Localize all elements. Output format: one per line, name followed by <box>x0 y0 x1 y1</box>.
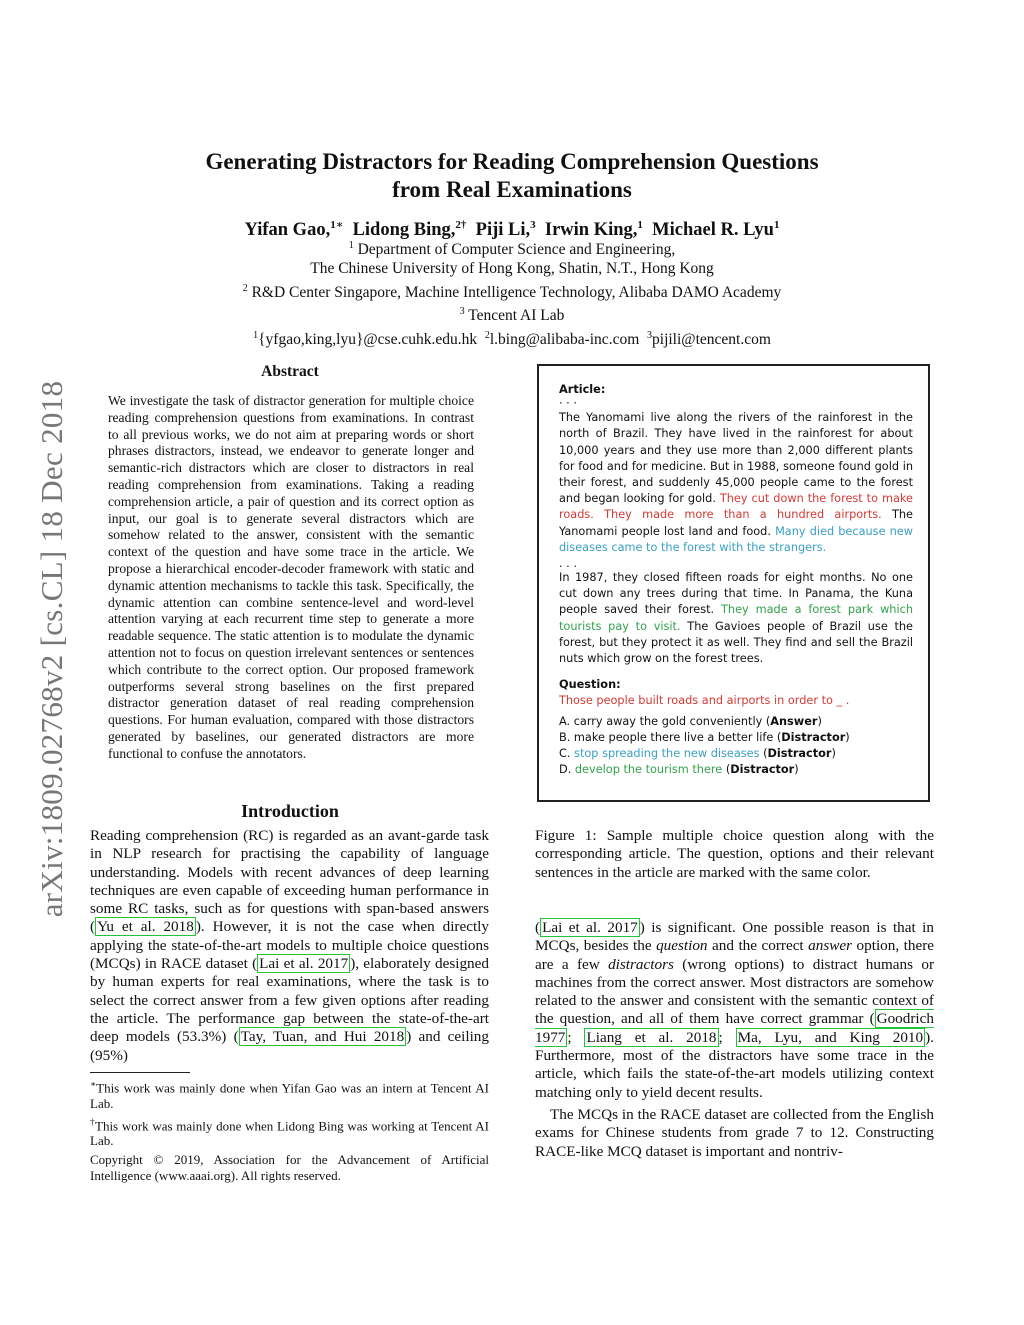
option-tag: Distractor <box>730 763 795 777</box>
email-3[interactable]: pijili@tencent.com <box>652 330 771 348</box>
title-line-2: from Real Examinations <box>392 177 632 202</box>
email-2[interactable]: l.bing@alibaba-inc.com <box>489 330 640 348</box>
option-close: ) <box>831 747 836 761</box>
affil-mark: 3 <box>459 306 465 318</box>
author-affil-mark: 1 <box>637 219 643 231</box>
title-line-1: Generating Distractors for Reading Comprehension Questions <box>205 149 819 174</box>
option-tag: Answer <box>770 714 818 728</box>
author-affil-mark: 1∗ <box>330 219 344 231</box>
article-paragraph-2 <box>559 570 913 667</box>
citation-link[interactable]: Ma, Lyu, and King 2010 <box>737 1028 924 1046</box>
emphasis: question <box>656 937 708 955</box>
article-paragraph-1 <box>559 410 913 556</box>
figure-1-caption: Figure 1: Sample multiple choice question along with the corresponding article. The question, options and their relevant sentences in the article are marked with the same color. <box>535 827 934 881</box>
author-affil-mark: 3 <box>530 219 536 231</box>
article-text: The Gavioes people of Brazil use the forest, but they protect it as well. They find and sell the Brazil nuts which grow on the forest trees. <box>559 619 914 666</box>
option-text: A. carry away the gold conveniently ( <box>559 714 771 728</box>
emails <box>160 326 864 349</box>
email-1[interactable]: {yfgao,king,lyu}@cse.cuhk.edu.hk <box>258 330 478 348</box>
citation-link[interactable]: Tay, Tuan, and Hui 2018 <box>240 1028 405 1046</box>
body-text: ). Furthermore, most of the distractors have some trace in the article, which fails the state-of-the-art models utilizing context matching only to yield decent results. <box>535 1028 934 1101</box>
option-text: ( <box>722 763 731 777</box>
highlight-red: They cut down the forest to make roads. They made more than a hundred airports. <box>559 492 913 522</box>
option-item <box>559 762 913 778</box>
author-name: Michael R. Lyu <box>652 220 774 241</box>
affiliation-3: Tencent AI Lab <box>468 307 565 325</box>
footnote-mark: † <box>90 1116 95 1127</box>
abstract-heading: Abstract <box>261 363 319 380</box>
email-mark: 2 <box>484 329 490 341</box>
footnotes <box>90 1077 489 1183</box>
option-highlight: develop the tourism there <box>574 763 723 777</box>
figure-content <box>559 382 913 778</box>
option-text: ( <box>759 747 768 761</box>
affiliation-1: Department of Computer Science and Engineering, <box>357 241 676 259</box>
article-text: The Yanomami live along the rivers of the rainforest in the north of Brazil. They have lived in the rainforest for about 10,000 years and they use more than 2,000 different plants for food and for medicine. But in 1988, someone found gold in their forest, and suddenly 45,000 people came to the forest and began looking for gold. <box>559 411 913 506</box>
citation-link[interactable]: Lai et al. 2017 <box>259 955 349 973</box>
option-item <box>559 730 913 746</box>
paragraph: ( Lai et al. 2017 ) is significant. One possible reason is that in MCQs, besides the question and the correct answer option, there are a few distractors (wrong options) to distract humans or machines from the correct answer. Most distractors are somehow related to the answer and consistent with the semantic context of the question, and all of them have correct grammar ( Goodrich 1977 ; Liang et al. 2018 ; Ma, Lyu, and King 2010 ). Furthermore, most of the distractors have some trace in the article, which fails the state-of-the-art models utilizing context matching only to yield decent results. <box>535 919 935 1101</box>
footnote-1: This work was mainly done when Yifan Gao was an intern at Tencent AI Lab. <box>90 1080 489 1111</box>
copyright-icon: © <box>153 1152 164 1168</box>
email-mark: 3 <box>647 329 653 341</box>
affiliation-2: R&D Center Singapore, Machine Intelligence Technology, Alibaba DAMO Academy <box>251 283 782 301</box>
option-close: ) <box>817 714 822 728</box>
intro-text: Reading comprehension (RC) is regarded as an avant-garde task in NLP research for practising the capability of language understanding. Models with recent advances of deep learning techniques are even capable of exceeding human performance in some RC tasks, such as for questions with span-based answers ( <box>90 827 489 936</box>
author-affil-mark: 2† <box>455 219 467 231</box>
separator: ; <box>567 1028 585 1046</box>
affiliation-1-line-2: The Chinese University of Hong Kong, Shatin, N.T., Hong Kong <box>310 260 714 278</box>
article-label: Article: <box>559 383 606 396</box>
author-name: Irwin King, <box>544 220 638 241</box>
option-tag: Distractor <box>781 730 846 744</box>
figure-1-box <box>537 364 930 802</box>
paper-title <box>160 148 864 204</box>
body-text: (wrong options) to distract humans or machines from the correct answer. Most distractors are somehow related to the answer and consistent with the semantic context of the question, and all of them have correct grammar ( <box>535 955 935 1028</box>
paragraph: The MCQs in the RACE dataset are collected from the English exams for Chinese students from grade 7 to 12. Constructing RACE-like MCQ dataset is important and nontriv- <box>535 1105 934 1160</box>
ellipsis: . . . <box>559 557 577 571</box>
introduction-paragraph <box>90 827 489 1065</box>
body-text: ) is significant. One possible reason is that in MCQs, besides the <box>535 919 934 955</box>
introduction-heading: Introduction <box>241 801 339 821</box>
option-close: ) <box>845 730 850 744</box>
citation-link[interactable]: Yu et al. 2018 <box>97 918 194 936</box>
option-list <box>559 714 913 779</box>
option-highlight: stop spreading the new diseases <box>574 747 760 761</box>
separator: ; <box>718 1028 736 1046</box>
right-column-text <box>535 919 934 1161</box>
author-name: Yifan Gao, <box>244 220 331 241</box>
citation-link[interactable]: Goodrich 1977 <box>535 1010 934 1046</box>
citation-link[interactable]: Lai et al. 2017 <box>542 919 638 936</box>
emphasis: answer <box>808 937 853 955</box>
author-name: Piji Li, <box>475 220 531 241</box>
footnote-rule <box>90 1072 190 1073</box>
author-affil-mark: 1 <box>773 219 780 231</box>
ellipsis: · · · <box>559 397 577 411</box>
email-mark: 1 <box>253 329 259 341</box>
affil-mark: 2 <box>242 282 248 294</box>
copyright-label: Copyright <box>90 1152 143 1168</box>
intro-text: ). However, it is not the case when directly applying the state-of-the-art models to multiple choice questions (MCQs) in RACE dataset ( <box>90 918 489 973</box>
highlight-green: They made a forest park which tourists pay to visit. <box>559 603 913 633</box>
option-text: B. make people there live a better life ( <box>559 730 782 744</box>
author-name: Lidong Bing, <box>352 220 456 241</box>
affiliations <box>160 236 864 349</box>
option-prefix: C. <box>559 747 575 761</box>
footnote-2: This work was mainly done when Lidong Bing was working at Tencent AI Lab. <box>90 1117 489 1149</box>
intro-text: ) and ceiling (95%) <box>90 1028 489 1064</box>
citation-link[interactable]: Liang et al. 2018 <box>586 1028 717 1046</box>
body-text: option, there are a few <box>535 937 935 973</box>
footnote-mark: ∗ <box>90 1079 97 1089</box>
body-text: and the correct <box>707 937 809 955</box>
question-text: Those people built roads and airports in order to _ . <box>559 694 850 708</box>
affil-mark: 1 <box>348 240 354 251</box>
emphasis: distractors <box>608 955 674 973</box>
option-item <box>559 714 913 730</box>
option-prefix: D. <box>559 763 575 777</box>
abstract-text: We investigate the task of distractor generation for multiple choice reading comprehension questions from examinations. In contrast to all previous works, we do not aim at preparing words or short phrases distractors, instead, we endeavor to generate longer and semantic-rich distractors which are closer to distractors in real reading comprehension from examinations. Taking a reading comprehension article, a pair of question and its correct option as input, our goal is to generate several distractors which are somehow related to the answer, consistent with the semantic context of the question and have some trace in the article. We propose a hierarchical encoder-decoder framework with static and dynamic attention mechanisms to tackle this task. Specifically, the dynamic attention can combine sentence-level and word-level attention varying at each recurrent time step to generate a more readable sequence. The static attention is to modulate the dynamic attention not to focus on question irrelevant sentences or sentences which contribute to the correct option. Our proposed framework outperforms several strong baselines on the first prepared distractor generation dataset of real reading comprehension questions. For human evaluation, compared with those distractors generated by baselines, our generated distractors are more functional to confuse the annotators. <box>108 393 474 761</box>
article-text: In 1987, they closed fifteen roads for eight months. No one cut down any trees during that time. In Panama, the Kuna people saved their forest. <box>559 571 913 617</box>
copyright-text: 2019, Association for the Advancement of Artificial Intelligence (www.aaai.org). All rights reserved. <box>90 1152 490 1183</box>
highlight-blue: Many died because new diseases came to the forest with the strangers. <box>559 524 913 554</box>
intro-text: ), elaborately designed by human experts for real examinations, where the task is to select the correct answer from a few given options after reading the article. The performance gap between the state-of-the-art deep models (53.3%) ( <box>90 955 489 1046</box>
option-close: ) <box>794 763 799 777</box>
article-text: The Yanomami people lost land and food. <box>559 508 913 538</box>
option-item <box>559 746 913 762</box>
arxiv-identifier: arXiv:1809.02768v2 [cs.CL] 18 Dec 2018 <box>34 380 69 918</box>
option-tag: Distractor <box>767 747 832 761</box>
question-label: Question: <box>559 678 621 692</box>
